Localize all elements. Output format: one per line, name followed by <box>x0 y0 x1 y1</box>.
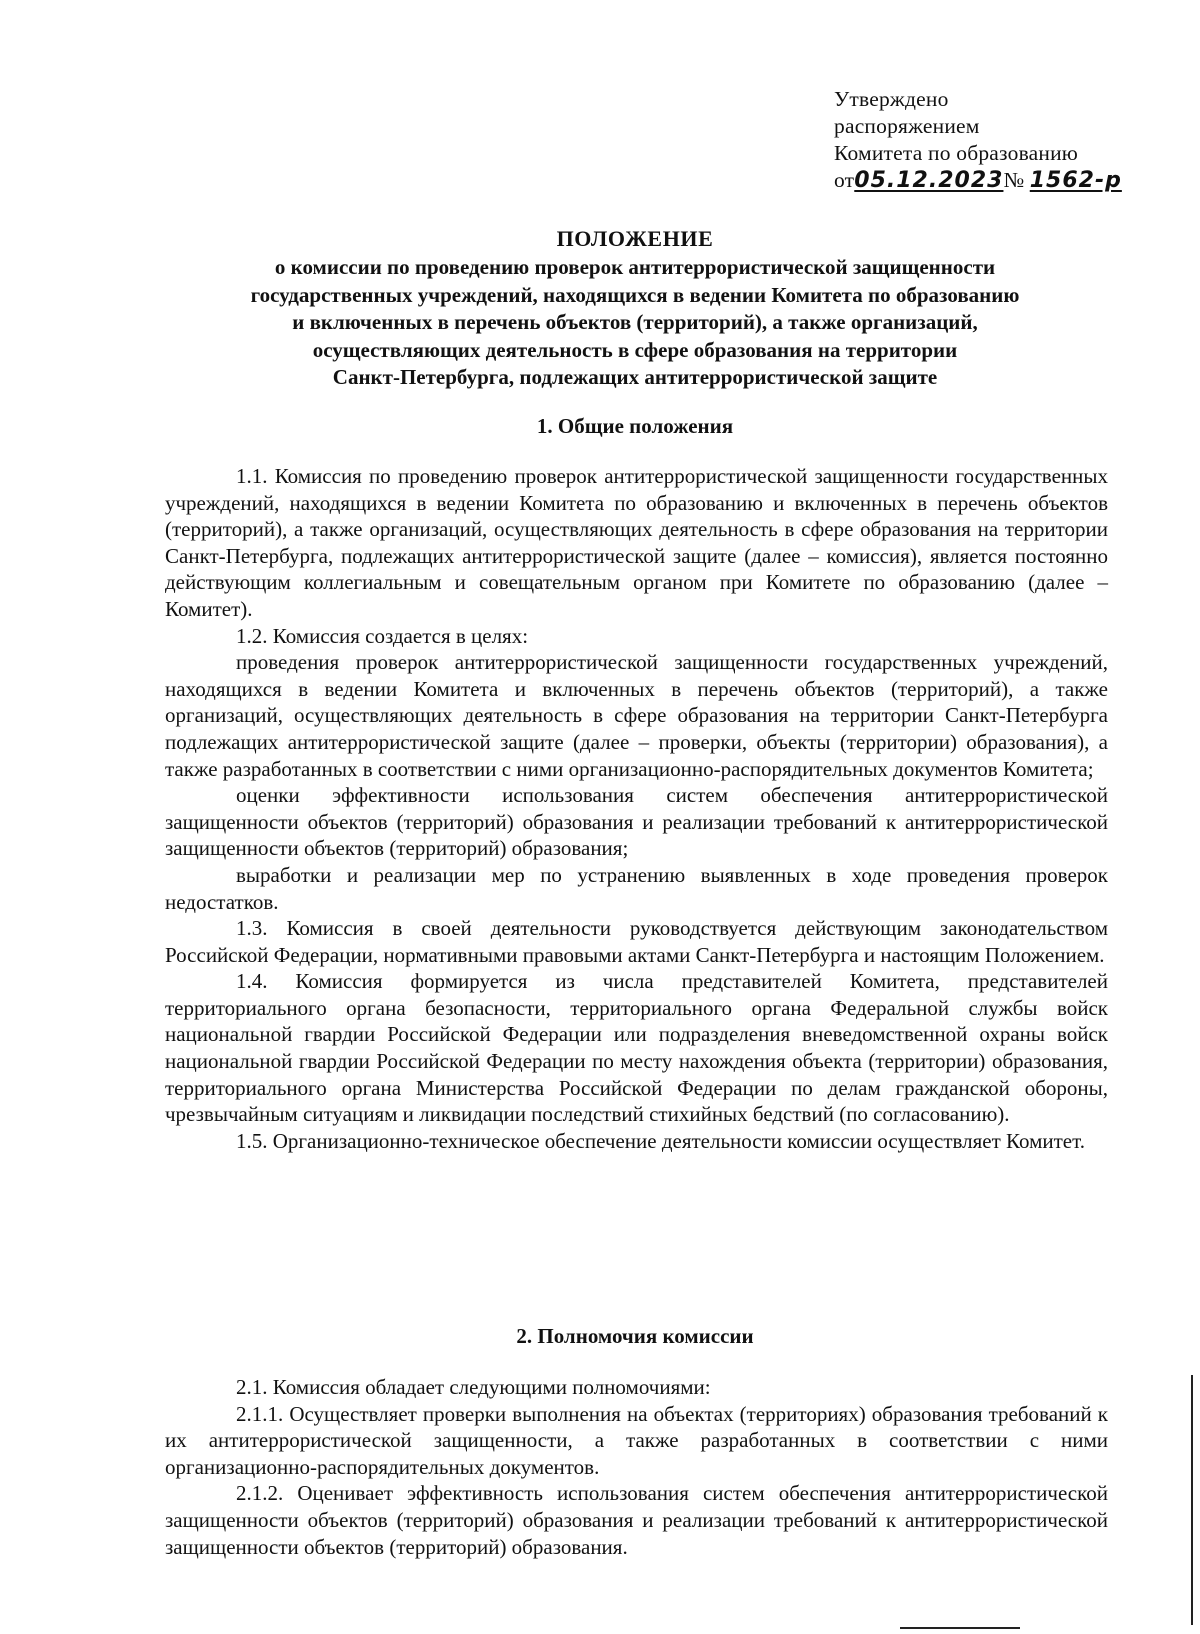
document-subtitle-line: государственных учреждений, находящихся в ведении Комитета по образованию <box>250 282 1020 307</box>
handwritten-date: 05.12.2023 <box>854 168 1004 193</box>
paragraph-2-1: 2.1. Комиссия обладает следующими полномочиями: <box>236 1375 711 1399</box>
document-title-block <box>140 224 1130 392</box>
handwritten-number: 1562-р <box>1029 168 1122 193</box>
document-subtitle-line: и включенных в перечень объектов (территорий), а также организаций, <box>292 310 978 334</box>
section-body-powers <box>165 1374 1108 1560</box>
document-subtitle-line: Санкт-Петербурга, подлежащих антитеррористической защите <box>332 365 938 389</box>
document-subtitle-line: о комиссии по проведению проверок антитеррористической защищенности <box>274 255 996 279</box>
paragraph-1-2-a: проведения проверок антитеррористической защищенности государственных учреждений, находящихся в ведении Комитета и включенных в перечень объектов (территорий), а также организаций, осуществляющих деятельность в сфере образования на территории Санкт-Петербурга подлежащих антитеррористической защите (далее – проверки, объекты (территории) образования), а также разработанных в соответствии с ними организационно-распорядительных документов Комитета; <box>165 650 1108 781</box>
document-subtitle-line: осуществляющих деятельность в сфере образования на территории <box>312 337 958 362</box>
paragraph-1-1: 1.1. Комиссия по проведению проверок антитеррористической защищенности государственных учреждений, находящихся в ведении Комитета по образованию и включенных в перечень объектов (территорий), а также организаций, осуществляющих деятельность в сфере образования на территории Санкт-Петербурга, подлежащих антитеррористической защите (далее – комиссия), является постоянно действующим коллегиальным и совещательным органом при Комитете по образованию (далее – Комитет). <box>165 464 1108 621</box>
paragraph-1-2-b: оценки эффективности использования систем обеспечения антитеррористической защищенности объектов (территорий) образования и реализации требований к антитеррористической защищенности объектов (территорий) образования; <box>165 783 1108 861</box>
document-title: ПОЛОЖЕНИЕ <box>556 226 714 251</box>
approval-line-date-number <box>834 167 1122 194</box>
paragraph-2-1-2: 2.1.2. Оценивает эффективность использования систем обеспечения антитеррористической защищенности объектов (территорий) образования и реализации требований к антитеррористической защищенности объектов (территорий) образования. <box>165 1481 1108 1559</box>
approval-block <box>834 86 1122 194</box>
scan-bottom-mark <box>900 1627 1020 1629</box>
paragraph-2-1-1: 2.1.1. Осуществляет проверки выполнения на объектах (территориях) образования требований к их антитеррористической защищенности, а также разработанных в соответствии с ними организационно-распорядительных документов. <box>165 1401 1108 1479</box>
section-heading-general: 1. Общие положения <box>536 414 734 438</box>
paragraph-1-2: 1.2. Комиссия создается в целях: <box>236 623 529 648</box>
paragraph-1-3: 1.3. Комиссия в своей деятельности руководствуется действующим законодательством Российской Федерации, нормативными правовыми актами Санкт-Петербурга и настоящим Положением. <box>165 916 1108 967</box>
approval-line-order: распоряжением <box>834 114 980 138</box>
section-heading-powers: 2. Полномочия комиссии <box>516 1324 754 1348</box>
paragraph-1-2-c: выработки и реализации мер по устранению выявленных в ходе проведения проверок недостатков. <box>165 862 1108 914</box>
approval-line-committee: Комитета по образованию <box>834 141 1079 165</box>
date-prefix: от <box>834 168 855 192</box>
approval-line-approved: Утверждено <box>834 87 949 111</box>
paragraph-1-5: 1.5. Организационно-техническое обеспечение деятельности комиссии осуществляет Комитет. <box>236 1128 1085 1153</box>
number-label: № <box>1003 168 1025 192</box>
section-body-general <box>165 463 1108 1154</box>
paragraph-1-4: 1.4. Комиссия формируется из числа представителей Комитета, представителей территориального органа безопасности, территориального органа Федеральной службы войск национальной гвардии Российской Федерации или подразделения вневедомственной охраны войск национальной гвардии Российской Федерации по месту нахождения объекта (территории) образования, территориального органа Министерства Российской Федерации по делам гражданской обороны, чрезвычайным ситуациям и ликвидации последствий стихийных бедствий (по согласованию). <box>165 969 1108 1127</box>
scan-edge-mark <box>1191 1375 1193 1625</box>
